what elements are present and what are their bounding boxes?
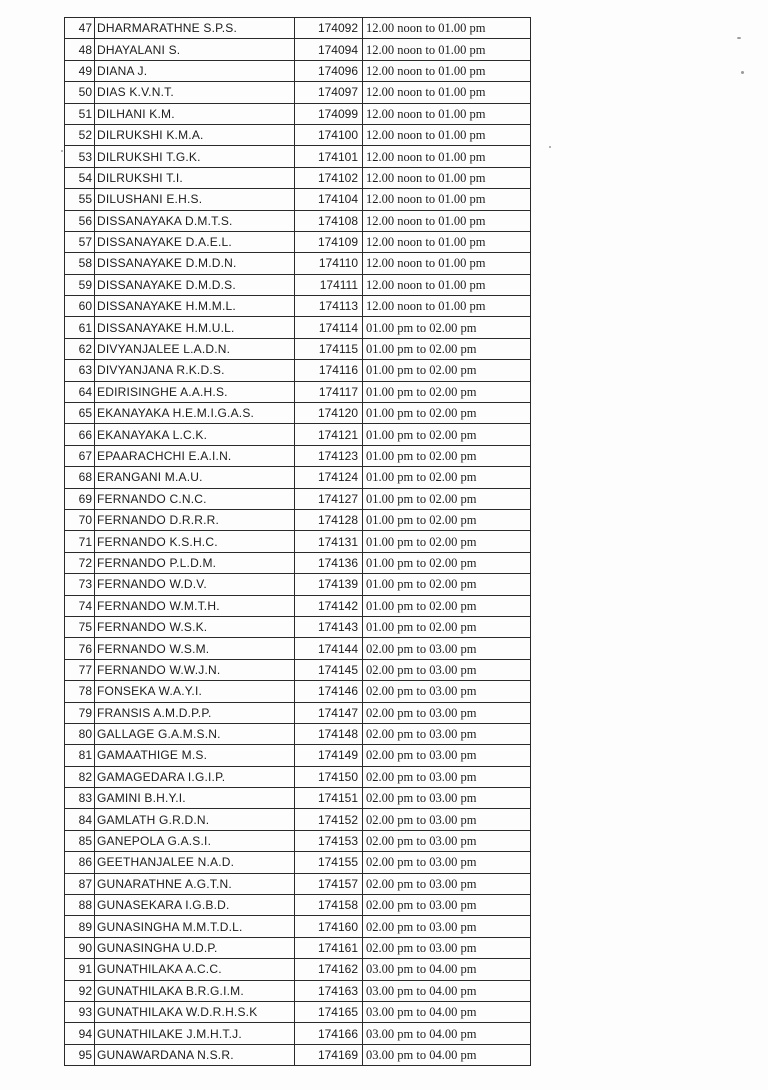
student-name: EKANAYAKA H.E.M.I.G.A.S. bbox=[95, 403, 295, 424]
index-number: 174108 bbox=[295, 210, 363, 231]
student-name: DIANA J. bbox=[95, 60, 295, 81]
row-number: 53 bbox=[65, 146, 95, 167]
index-number: 174162 bbox=[295, 959, 363, 980]
student-name: GANEPOLA G.A.S.I. bbox=[95, 830, 295, 851]
student-name: FRANSIS A.M.D.P.P. bbox=[95, 702, 295, 723]
student-name: DISSANAYAKE D.A.E.L. bbox=[95, 231, 295, 252]
table-row bbox=[65, 980, 531, 1001]
time-slot: 03.00 pm to 04.00 pm bbox=[363, 1001, 531, 1022]
table-row bbox=[65, 146, 531, 167]
table-row bbox=[65, 253, 531, 274]
table-row bbox=[65, 681, 531, 702]
index-number: 174155 bbox=[295, 852, 363, 873]
time-slot: 12.00 noon to 01.00 pm bbox=[363, 124, 531, 145]
time-slot: 12.00 noon to 01.00 pm bbox=[363, 189, 531, 210]
scan-speck bbox=[61, 150, 63, 152]
index-number: 174163 bbox=[295, 980, 363, 1001]
time-slot: 12.00 noon to 01.00 pm bbox=[363, 253, 531, 274]
time-slot: 01.00 pm to 02.00 pm bbox=[363, 574, 531, 595]
index-number: 174102 bbox=[295, 167, 363, 188]
table-row bbox=[65, 317, 531, 338]
table-row bbox=[65, 360, 531, 381]
student-name: GUNASINGHA U.D.P. bbox=[95, 937, 295, 958]
table-row bbox=[65, 788, 531, 809]
row-number: 67 bbox=[65, 445, 95, 466]
index-number: 174147 bbox=[295, 702, 363, 723]
table-row bbox=[65, 82, 531, 103]
row-number: 73 bbox=[65, 574, 95, 595]
index-number: 174158 bbox=[295, 895, 363, 916]
index-number: 174097 bbox=[295, 82, 363, 103]
time-slot: 02.00 pm to 03.00 pm bbox=[363, 681, 531, 702]
student-name: DISSANAYAKE H.M.M.L. bbox=[95, 296, 295, 317]
table-row bbox=[65, 659, 531, 680]
table-row bbox=[65, 381, 531, 402]
row-number: 85 bbox=[65, 830, 95, 851]
student-name: DISSANAYAKA D.M.T.S. bbox=[95, 210, 295, 231]
index-number: 174092 bbox=[295, 18, 363, 39]
row-number: 84 bbox=[65, 809, 95, 830]
time-slot: 01.00 pm to 02.00 pm bbox=[363, 509, 531, 530]
student-name: DHAYALANI S. bbox=[95, 39, 295, 60]
time-slot: 02.00 pm to 03.00 pm bbox=[363, 830, 531, 851]
index-number: 174143 bbox=[295, 616, 363, 637]
table-row bbox=[65, 916, 531, 937]
index-number: 174153 bbox=[295, 830, 363, 851]
row-number: 75 bbox=[65, 616, 95, 637]
index-number: 174127 bbox=[295, 488, 363, 509]
time-slot: 12.00 noon to 01.00 pm bbox=[363, 296, 531, 317]
row-number: 79 bbox=[65, 702, 95, 723]
student-name: GUNATHILAKA A.C.C. bbox=[95, 959, 295, 980]
row-number: 54 bbox=[65, 167, 95, 188]
student-name: FERNANDO W.M.T.H. bbox=[95, 595, 295, 616]
time-slot: 01.00 pm to 02.00 pm bbox=[363, 381, 531, 402]
row-number: 95 bbox=[65, 1044, 95, 1065]
time-slot: 02.00 pm to 03.00 pm bbox=[363, 659, 531, 680]
time-slot: 12.00 noon to 01.00 pm bbox=[363, 167, 531, 188]
table-row bbox=[65, 702, 531, 723]
table-row bbox=[65, 124, 531, 145]
row-number: 52 bbox=[65, 124, 95, 145]
time-slot: 01.00 pm to 02.00 pm bbox=[363, 531, 531, 552]
table-row bbox=[65, 574, 531, 595]
time-slot: 01.00 pm to 02.00 pm bbox=[363, 338, 531, 359]
index-number: 174128 bbox=[295, 509, 363, 530]
time-slot: 12.00 noon to 01.00 pm bbox=[363, 39, 531, 60]
time-slot: 03.00 pm to 04.00 pm bbox=[363, 980, 531, 1001]
index-number: 174166 bbox=[295, 1023, 363, 1044]
index-number: 174157 bbox=[295, 873, 363, 894]
student-name: FERNANDO D.R.R.R. bbox=[95, 509, 295, 530]
row-number: 64 bbox=[65, 381, 95, 402]
row-number: 78 bbox=[65, 681, 95, 702]
time-slot: 02.00 pm to 03.00 pm bbox=[363, 788, 531, 809]
row-number: 61 bbox=[65, 317, 95, 338]
row-number: 55 bbox=[65, 189, 95, 210]
index-number: 174161 bbox=[295, 937, 363, 958]
time-slot: 12.00 noon to 01.00 pm bbox=[363, 60, 531, 81]
time-slot: 01.00 pm to 02.00 pm bbox=[363, 595, 531, 616]
table-row bbox=[65, 745, 531, 766]
time-slot: 12.00 noon to 01.00 pm bbox=[363, 210, 531, 231]
row-number: 65 bbox=[65, 403, 95, 424]
row-number: 59 bbox=[65, 274, 95, 295]
row-number: 81 bbox=[65, 745, 95, 766]
table-row bbox=[65, 616, 531, 637]
row-number: 92 bbox=[65, 980, 95, 1001]
table-row bbox=[65, 103, 531, 124]
student-name: DILRUKSHI T.I. bbox=[95, 167, 295, 188]
scan-speck bbox=[737, 37, 741, 39]
student-name: FERNANDO W.D.V. bbox=[95, 574, 295, 595]
scan-speck bbox=[549, 146, 551, 148]
time-slot: 12.00 noon to 01.00 pm bbox=[363, 103, 531, 124]
student-name: FERNANDO W.S.K. bbox=[95, 616, 295, 637]
student-name: GUNASEKARA I.G.B.D. bbox=[95, 895, 295, 916]
index-number: 174149 bbox=[295, 745, 363, 766]
scan-speck bbox=[741, 71, 744, 74]
student-name: FERNANDO W.W.J.N. bbox=[95, 659, 295, 680]
table-row bbox=[65, 552, 531, 573]
row-number: 77 bbox=[65, 659, 95, 680]
table-row bbox=[65, 189, 531, 210]
index-number: 174136 bbox=[295, 552, 363, 573]
row-number: 51 bbox=[65, 103, 95, 124]
table-row bbox=[65, 210, 531, 231]
student-name: GUNARATHNE A.G.T.N. bbox=[95, 873, 295, 894]
student-name: DILRUKSHI K.M.A. bbox=[95, 124, 295, 145]
row-number: 82 bbox=[65, 766, 95, 787]
student-name: GUNATHILAKA B.R.G.I.M. bbox=[95, 980, 295, 1001]
index-number: 174099 bbox=[295, 103, 363, 124]
row-number: 56 bbox=[65, 210, 95, 231]
student-name: DILRUKSHI T.G.K. bbox=[95, 146, 295, 167]
table-row bbox=[65, 959, 531, 980]
time-slot: 01.00 pm to 02.00 pm bbox=[363, 552, 531, 573]
student-name: DISSANAYAKE D.M.D.N. bbox=[95, 253, 295, 274]
student-name: FERNANDO P.L.D.M. bbox=[95, 552, 295, 573]
student-name: DIVYANJALEE L.A.D.N. bbox=[95, 338, 295, 359]
index-number: 174113 bbox=[295, 296, 363, 317]
index-number: 174120 bbox=[295, 403, 363, 424]
index-number: 174144 bbox=[295, 638, 363, 659]
index-number: 174146 bbox=[295, 681, 363, 702]
index-number: 174169 bbox=[295, 1044, 363, 1065]
time-slot: 01.00 pm to 02.00 pm bbox=[363, 424, 531, 445]
time-slot: 12.00 noon to 01.00 pm bbox=[363, 274, 531, 295]
time-slot: 12.00 noon to 01.00 pm bbox=[363, 146, 531, 167]
student-name: DILHANI K.M. bbox=[95, 103, 295, 124]
time-slot: 02.00 pm to 03.00 pm bbox=[363, 766, 531, 787]
table-row bbox=[65, 852, 531, 873]
table-row bbox=[65, 937, 531, 958]
index-number: 174115 bbox=[295, 338, 363, 359]
table-row bbox=[65, 531, 531, 552]
index-number: 174152 bbox=[295, 809, 363, 830]
row-number: 88 bbox=[65, 895, 95, 916]
student-name: FERNANDO W.S.M. bbox=[95, 638, 295, 659]
student-name: DIVYANJANA R.K.D.S. bbox=[95, 360, 295, 381]
index-number: 174109 bbox=[295, 231, 363, 252]
table-row bbox=[65, 60, 531, 81]
row-number: 74 bbox=[65, 595, 95, 616]
index-number: 174139 bbox=[295, 574, 363, 595]
row-number: 93 bbox=[65, 1001, 95, 1022]
row-number: 89 bbox=[65, 916, 95, 937]
time-slot: 03.00 pm to 04.00 pm bbox=[363, 1044, 531, 1065]
time-slot: 01.00 pm to 02.00 pm bbox=[363, 317, 531, 338]
table-row bbox=[65, 231, 531, 252]
time-slot: 02.00 pm to 03.00 pm bbox=[363, 702, 531, 723]
table-row bbox=[65, 296, 531, 317]
time-slot: 01.00 pm to 02.00 pm bbox=[363, 616, 531, 637]
time-slot: 02.00 pm to 03.00 pm bbox=[363, 852, 531, 873]
table-row bbox=[65, 595, 531, 616]
student-name: GEETHANJALEE N.A.D. bbox=[95, 852, 295, 873]
table-row bbox=[65, 403, 531, 424]
table-row bbox=[65, 424, 531, 445]
time-slot: 12.00 noon to 01.00 pm bbox=[363, 231, 531, 252]
time-slot: 02.00 pm to 03.00 pm bbox=[363, 723, 531, 744]
row-number: 60 bbox=[65, 296, 95, 317]
student-name: EDIRISINGHE A.A.H.S. bbox=[95, 381, 295, 402]
time-slot: 12.00 noon to 01.00 pm bbox=[363, 82, 531, 103]
student-name: GUNATHILAKE J.M.H.T.J. bbox=[95, 1023, 295, 1044]
index-number: 174151 bbox=[295, 788, 363, 809]
row-number: 80 bbox=[65, 723, 95, 744]
row-number: 83 bbox=[65, 788, 95, 809]
row-number: 48 bbox=[65, 39, 95, 60]
row-number: 50 bbox=[65, 82, 95, 103]
index-number: 174116 bbox=[295, 360, 363, 381]
time-slot: 02.00 pm to 03.00 pm bbox=[363, 745, 531, 766]
index-number: 174096 bbox=[295, 60, 363, 81]
student-name: GAMLATH G.R.D.N. bbox=[95, 809, 295, 830]
student-name: GAMAATHIGE M.S. bbox=[95, 745, 295, 766]
table-row bbox=[65, 274, 531, 295]
row-number: 47 bbox=[65, 18, 95, 39]
student-name: GAMAGEDARA I.G.I.P. bbox=[95, 766, 295, 787]
row-number: 87 bbox=[65, 873, 95, 894]
student-name: GALLAGE G.A.M.S.N. bbox=[95, 723, 295, 744]
time-slot: 02.00 pm to 03.00 pm bbox=[363, 937, 531, 958]
index-number: 174104 bbox=[295, 189, 363, 210]
student-name: DISSANAYAKE H.M.U.L. bbox=[95, 317, 295, 338]
student-name: FONSEKA W.A.Y.I. bbox=[95, 681, 295, 702]
student-name: DHARMARATHNE S.P.S. bbox=[95, 18, 295, 39]
index-number: 174165 bbox=[295, 1001, 363, 1022]
table-row bbox=[65, 488, 531, 509]
table-row bbox=[65, 509, 531, 530]
student-name: DILUSHANI E.H.S. bbox=[95, 189, 295, 210]
schedule-table-body bbox=[65, 18, 531, 1066]
index-number: 174114 bbox=[295, 317, 363, 338]
row-number: 86 bbox=[65, 852, 95, 873]
row-number: 58 bbox=[65, 253, 95, 274]
student-name: GUNASINGHA M.M.T.D.L. bbox=[95, 916, 295, 937]
student-name: GAMINI B.H.Y.I. bbox=[95, 788, 295, 809]
index-number: 174142 bbox=[295, 595, 363, 616]
index-number: 174150 bbox=[295, 766, 363, 787]
student-name: ERANGANI M.A.U. bbox=[95, 467, 295, 488]
row-number: 72 bbox=[65, 552, 95, 573]
table-row bbox=[65, 1023, 531, 1044]
row-number: 69 bbox=[65, 488, 95, 509]
time-slot: 02.00 pm to 03.00 pm bbox=[363, 873, 531, 894]
student-name: GUNATHILAKA W.D.R.H.S.K bbox=[95, 1001, 295, 1022]
index-number: 174110 bbox=[295, 253, 363, 274]
table-row bbox=[65, 18, 531, 39]
time-slot: 03.00 pm to 04.00 pm bbox=[363, 1023, 531, 1044]
time-slot: 01.00 pm to 02.00 pm bbox=[363, 360, 531, 381]
table-row bbox=[65, 766, 531, 787]
index-number: 174121 bbox=[295, 424, 363, 445]
table-row bbox=[65, 445, 531, 466]
table-row bbox=[65, 895, 531, 916]
index-number: 174100 bbox=[295, 124, 363, 145]
table-row bbox=[65, 467, 531, 488]
table-row bbox=[65, 1001, 531, 1022]
table-row bbox=[65, 1044, 531, 1065]
student-name: GUNAWARDANA N.S.R. bbox=[95, 1044, 295, 1065]
time-slot: 02.00 pm to 03.00 pm bbox=[363, 638, 531, 659]
index-number: 174094 bbox=[295, 39, 363, 60]
time-slot: 03.00 pm to 04.00 pm bbox=[363, 959, 531, 980]
index-number: 174123 bbox=[295, 445, 363, 466]
row-number: 70 bbox=[65, 509, 95, 530]
student-name: FERNANDO K.S.H.C. bbox=[95, 531, 295, 552]
time-slot: 01.00 pm to 02.00 pm bbox=[363, 403, 531, 424]
row-number: 49 bbox=[65, 60, 95, 81]
student-name: DISSANAYAKE D.M.D.S. bbox=[95, 274, 295, 295]
row-number: 66 bbox=[65, 424, 95, 445]
table-row bbox=[65, 873, 531, 894]
student-name: EPAARACHCHI E.A.I.N. bbox=[95, 445, 295, 466]
table-row bbox=[65, 809, 531, 830]
table-row bbox=[65, 638, 531, 659]
row-number: 68 bbox=[65, 467, 95, 488]
index-number: 174160 bbox=[295, 916, 363, 937]
row-number: 62 bbox=[65, 338, 95, 359]
table-row bbox=[65, 39, 531, 60]
row-number: 63 bbox=[65, 360, 95, 381]
time-slot: 02.00 pm to 03.00 pm bbox=[363, 916, 531, 937]
time-slot: 02.00 pm to 03.00 pm bbox=[363, 895, 531, 916]
table-row bbox=[65, 338, 531, 359]
row-number: 91 bbox=[65, 959, 95, 980]
schedule-table bbox=[64, 17, 531, 1066]
student-name: FERNANDO C.N.C. bbox=[95, 488, 295, 509]
index-number: 174117 bbox=[295, 381, 363, 402]
row-number: 90 bbox=[65, 937, 95, 958]
row-number: 94 bbox=[65, 1023, 95, 1044]
time-slot: 12.00 noon to 01.00 pm bbox=[363, 18, 531, 39]
index-number: 174124 bbox=[295, 467, 363, 488]
index-number: 174145 bbox=[295, 659, 363, 680]
time-slot: 02.00 pm to 03.00 pm bbox=[363, 809, 531, 830]
student-name: EKANAYAKA L.C.K. bbox=[95, 424, 295, 445]
row-number: 71 bbox=[65, 531, 95, 552]
index-number: 174148 bbox=[295, 723, 363, 744]
index-number: 174101 bbox=[295, 146, 363, 167]
time-slot: 01.00 pm to 02.00 pm bbox=[363, 467, 531, 488]
table-row bbox=[65, 167, 531, 188]
row-number: 57 bbox=[65, 231, 95, 252]
table-row bbox=[65, 723, 531, 744]
time-slot: 01.00 pm to 02.00 pm bbox=[363, 488, 531, 509]
index-number: 174111 bbox=[295, 274, 363, 295]
table-row bbox=[65, 830, 531, 851]
time-slot: 01.00 pm to 02.00 pm bbox=[363, 445, 531, 466]
index-number: 174131 bbox=[295, 531, 363, 552]
row-number: 76 bbox=[65, 638, 95, 659]
student-name: DIAS K.V.N.T. bbox=[95, 82, 295, 103]
